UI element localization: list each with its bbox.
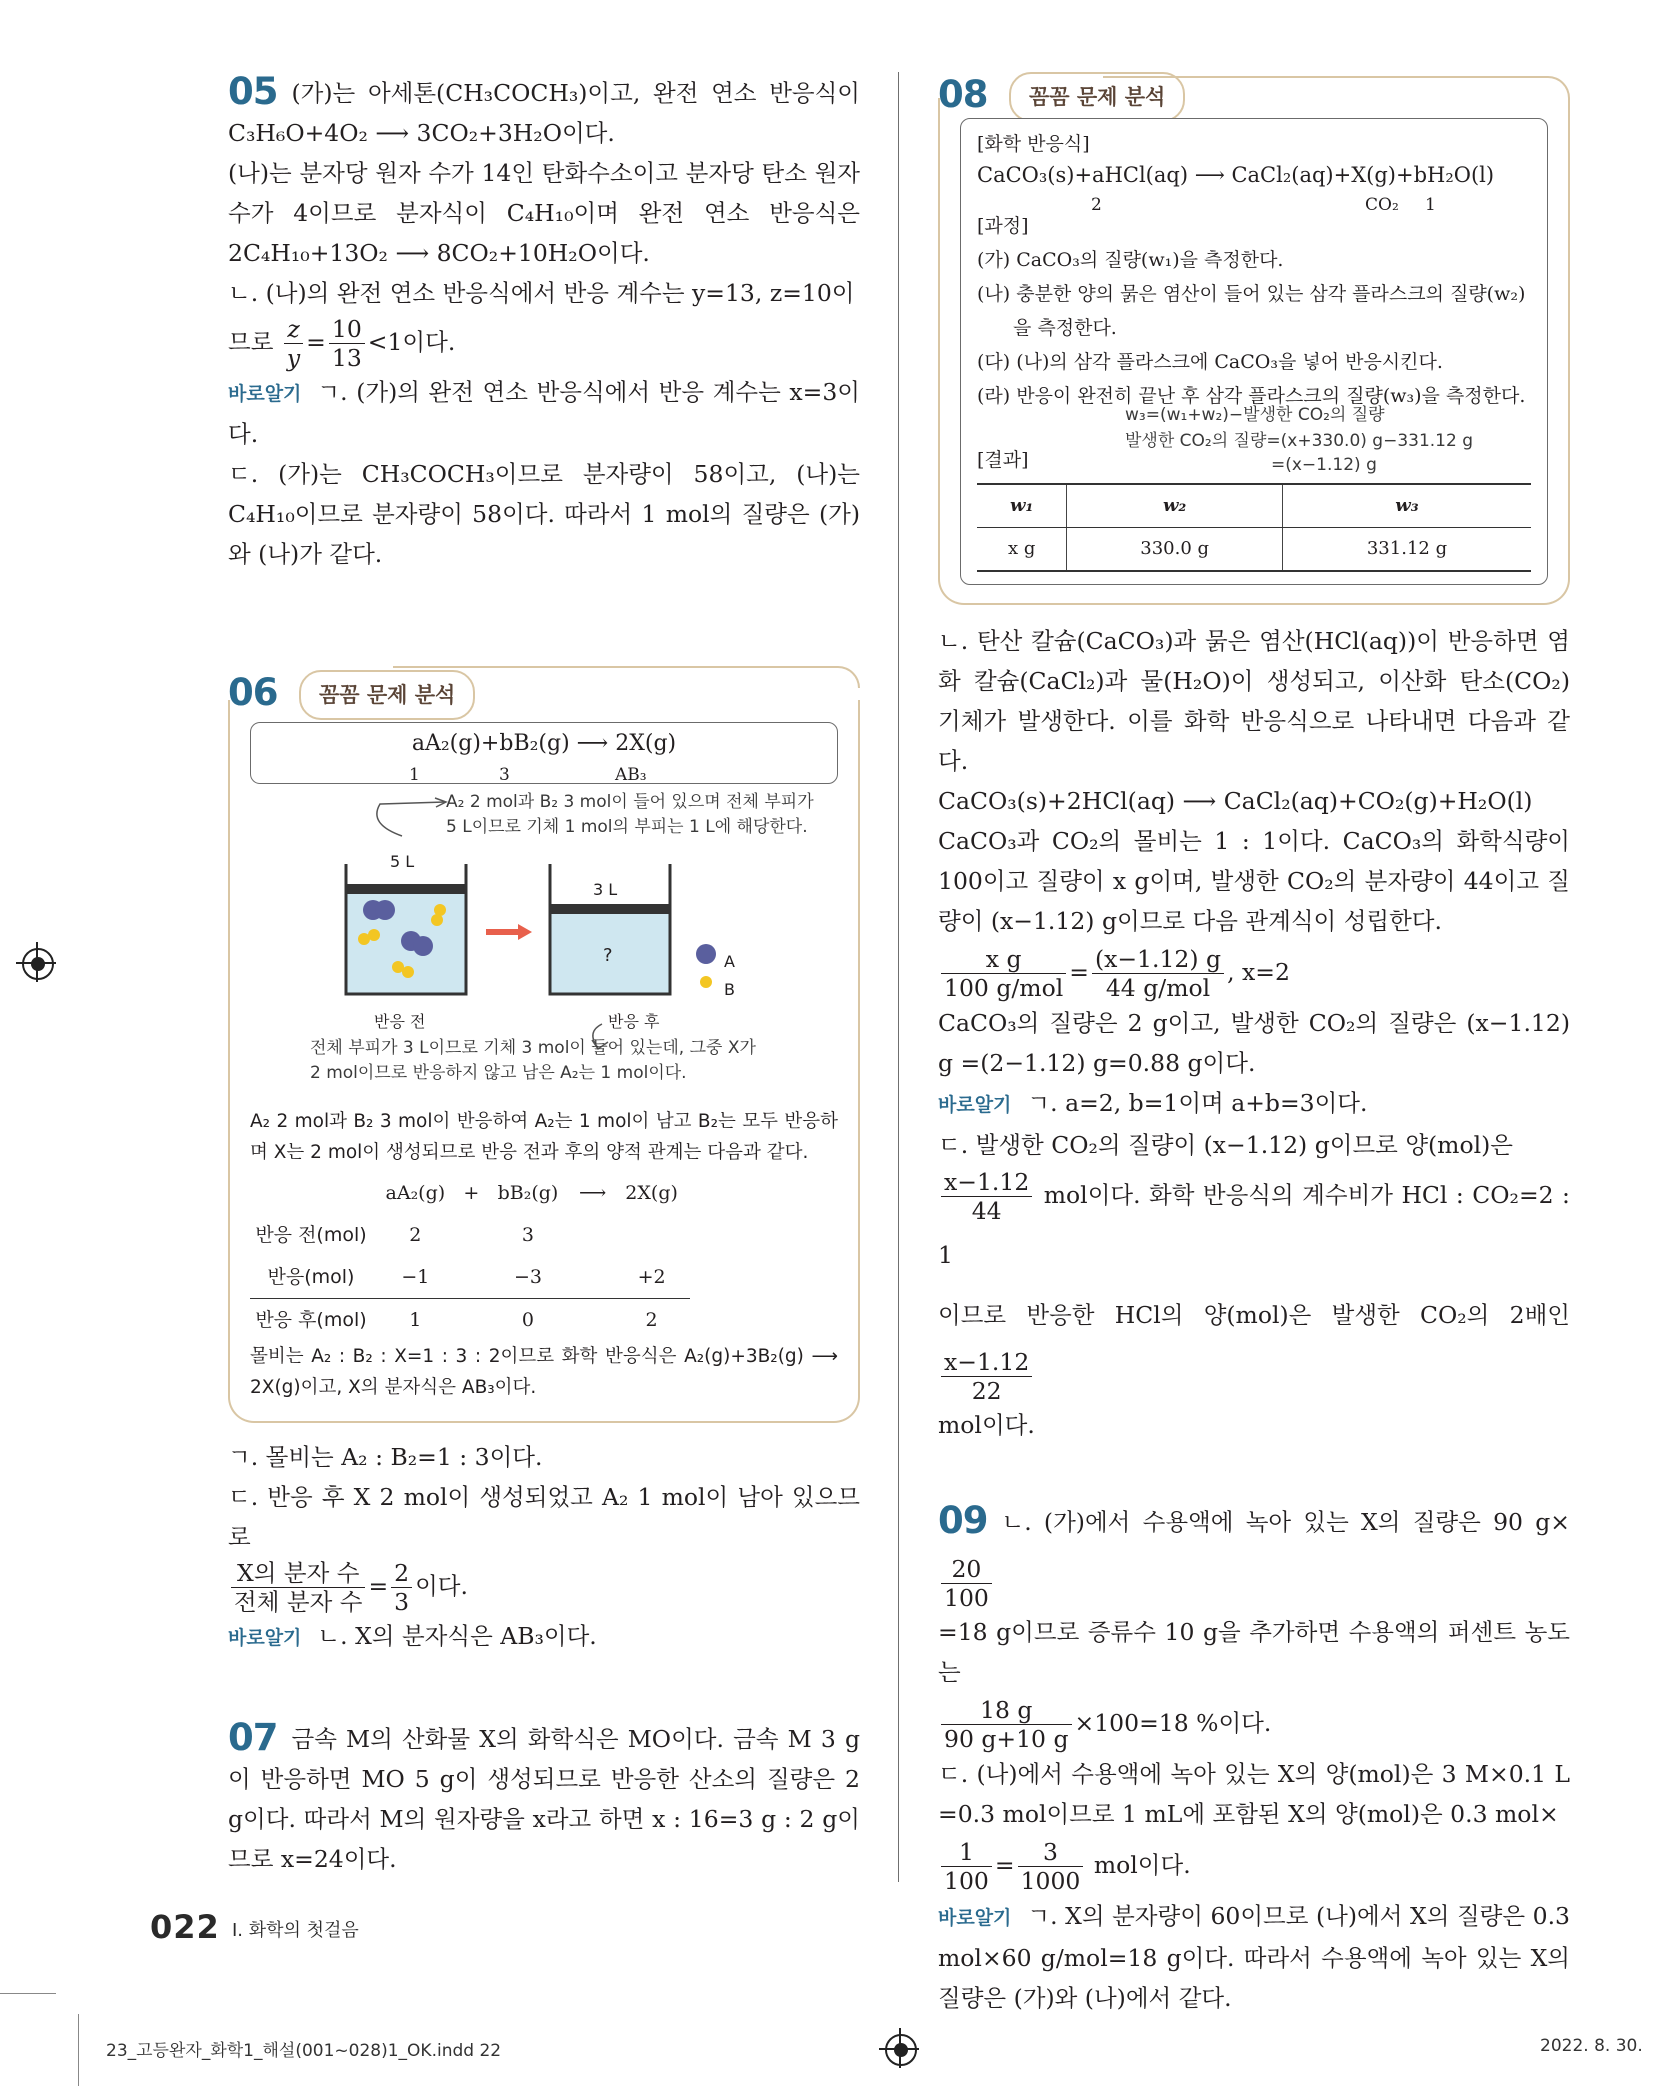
q08-equation: CaCO₃(s)+2HCl(aq) ⟶ CaCl₂(aq)+CO₂(g)+H₂O(l) <box>938 787 1533 815</box>
label-before: 반응 전 <box>374 1012 426 1031</box>
question-09: 09 ㄴ. (가)에서 수용액에 녹아 있는 X의 질량은 90 g× $\frac{20}{100}$ =18 g이므로 증류수 10 g을 추가하면 수용액의 퍼센트 농도는 $\frac{18 g}{90 g+10 g}$ ×100=18 %이다. ㄷ. (나)에서 수용액에 녹아 있는 X의 양(mol)은 3 M×0.1 L =0.3 mol이므로 1 mL에 포함된 X의 양(mol)은 0.3 mol× $\frac{1}{100}$ = $\frac{3}{1000}$ mol이다. 바로알기 ㄱ. X의 분자량이 60이므로 (나)에서 X의 질량은 0.3 mol×60 g/mol=18 g이다. 따라서 수용액에 녹아 있는 X의 질량은 (가)와 (나)에서 같다. <box>938 1499 1570 2012</box>
step: (가) CaCO₃의 질량(w₁)을 측정한다. <box>977 249 1284 271</box>
registration-mark-icon <box>885 2034 917 2066</box>
legend-a: A <box>724 952 735 971</box>
right-column <box>938 72 1570 2018</box>
annotation-after: 전체 부피가 3 L이므로 기체 3 mol이 들어 있는데, 그중 X가 2 mol이므로 반응하지 않고 남은 A₂는 1 mol이다. <box>310 1038 756 1083</box>
legend-b-icon <box>700 976 712 988</box>
fraction: $\frac{20}{100}$ <box>941 1555 992 1612</box>
table-row: aA₂(g) + bB₂(g) ⟶ 2X(g) <box>385 1182 678 1204</box>
q05-text-2: (나)는 분자당 원자 수가 14인 탄화수소이고 분자당 탄소 원자 수가 4이므로 분자식이 C₄H₁₀이며 완전 연소 반응식은 2C₄H₁₀+13O₂ ⟶ 8CO₂+10H₂O이다. <box>228 159 860 267</box>
volume-before: 5 L <box>390 852 415 871</box>
step: (나) 충분한 양의 묽은 염산이 들어 있는 삼각 플라스크의 질량(w₂)을 측정한다. <box>977 283 1526 339</box>
fraction: $\frac{3}{1000}$ <box>1018 1838 1084 1895</box>
fraction: $\frac{18 g}{90 g+10 g}$ <box>941 1696 1072 1753</box>
q05-text-3: ㄴ. (나)의 완전 연소 반응식에서 반응 계수는 y=13, z=10이 <box>228 279 855 307</box>
analysis-header: 꼼꼼 문제 분석 <box>1009 72 1185 122</box>
table-row: 반응 전(mol) 2 3 <box>255 1224 535 1246</box>
question-number: 08 <box>938 72 988 116</box>
annotation-w3: w₃=(w₁+w₂)−발생한 CO₂의 질량 <box>1125 405 1385 425</box>
q09-text-2: =18 g이므로 증류수 10 g을 추가하면 수용액의 퍼센트 농도는 <box>938 1618 1570 1686</box>
experiment-box: [화학 반응식] CaCO₃(s)+aHCl(aq) ⟶ CaCl₂(aq)+X(g)+bH₂O(l) 2 CO₂ 1 [과정] (가) CaCO₃의 질량(w₁)을 측정한다. (나) 충분한 양의 묽은 염산이 들어 있는 삼각 플라스크의 질량(w₂)을 측정한다. (다) (나)의 삼각 플라스크에 CaCO₃을 넣어 반응시킨다. (라) 반응이 완전히 끝난 후 삼각 플라스크의 질량(w₃)을 측정한다. w₃=(w₁+w₂)−발생한 CO₂의 질량 발생한 CO₂의 질량=(x+330.0) g−331.12 g =(x−1.12) g [결과] w₁ w₂ w₃ x g 330.0 g 331.12 g <box>960 118 1548 585</box>
analysis-box <box>228 700 860 1423</box>
reaction-equation: CaCO₃(s)+aHCl(aq) ⟶ CaCl₂(aq)+X(g)+bH₂O(l) <box>977 163 1495 187</box>
stoichiometry-table <box>250 1172 690 1341</box>
q08-text-8: mol이다. <box>938 1411 1035 1439</box>
annotation-co2: 발생한 CO₂의 질량=(x+330.0) g−331.12 g <box>1125 431 1474 451</box>
fraction: $\frac{\text{X의 분자 수}}{\text{전체 분자 수}}$ <box>231 1559 365 1616</box>
q08-text-1: ㄴ. 탄산 칼슘(CaCO₃)과 묽은 염산(HCl(aq))이 반응하면 염화 칼슘(CaCl₂)과 물(H₂O)이 생성되고, 이산화 탄소(CO₂) 기체가 발생한다. 이를 화학 반응식으로 나타내면 다음과 같다. <box>938 627 1570 775</box>
question-06: 06 꼼꼼 문제 분석 aA₂(g)+bB₂(g) ⟶ 2X(g) 1 3 AB₃ A₂ 2 mol과 B₂ 3 mol이 들어 있으며 전체 부피가 5 L이므로 기체 1 mol의 부피는 1 L에 해당한다. 5 L 3 L ? A B 반응 전 반응 후 전체 부피가 3 L이므로 기체 3 mol이 들어 있는데, 그중 X가 2 mol이므로 반응하지 않고 남은 A₂는 1 mol이다. A₂ 2 mol과 B₂ 3 mol이 반응하여 A₂는 1 mol이 남고 B₂는 모두 반응하며 X는 2 mol이 생성되므로 반응 전과 후의 양적 관계는 다음과 같다. aA₂(g) + bB₂(g) ⟶ 2X(g) 반응 전(mol) 2 3 반응(mol) −1 −3 +2 반응 후(mol) 1 0 2 몰비는 A₂ : B₂ : X=1 : 3 : 2이므로 화학 반응식은 A₂(g)+3B₂(g) ⟶ 2X(g)이고, X의 분자식은 AB₃이다. ㄱ. 몰비는 A₂ : B₂=1 : 3이다. ㄷ. 반응 후 X 2 mol이 생성되었고 A₂ 1 mol이 남아 있으므로 $\frac{\text{X의 분자 수}}{\text{전체 분자 수}}$ = $\frac{2}{3}$ 이다. 바로알기 ㄴ. X의 분자식은 AB₃이다. <box>228 670 860 1658</box>
legend-b: B <box>724 980 735 999</box>
fraction: $\frac{10}{13}$ <box>329 315 365 372</box>
column-divider <box>898 72 899 1882</box>
section-title: Ⅰ. 화학의 첫걸음 <box>232 1920 359 1941</box>
unknown-mark: ? <box>603 945 613 966</box>
print-date: 2022. 8. 30. <box>1540 2036 1643 2056</box>
legend-a-icon <box>696 944 716 964</box>
q05-text-1: (가)는 아세톤(CH₃COCH₃)이고, 완전 연소 반응식이 C₃H₆O+4O₂ ⟶ 3CO₂+3H₂O이다. <box>228 79 860 147</box>
wrong-answer-label: 바로알기 <box>938 1094 1012 1116</box>
table-row: w₁ w₂ w₃ <box>977 484 1531 528</box>
wrong-answer-label: 바로알기 <box>228 383 302 405</box>
question-number: 05 <box>228 70 278 113</box>
fraction: $\frac{2}{3}$ <box>391 1559 412 1616</box>
question-05: 05 (가)는 아세톤(CH₃COCH₃)이고, 완전 연소 반응식이 C₃H₆O+4O₂ ⟶ 3CO₂+3H₂O이다. (나)는 분자당 원자 수가 14인 탄화수소이고 분자당 탄소 원자 수가 4이므로 분자식이 C₄H₁₀이며 완전 연소 반응식은 2C₄H₁₀+13O₂ ⟶ 8CO₂+10H₂O이다. ㄴ. (나)의 완전 연소 반응식에서 반응 계수는 y=13, z=10이 므로 $\frac{z}{y}$ = $\frac{10}{13}$ <1이다. 바로알기 ㄱ. (가)의 완전 연소 반응식에서 반응 계수는 x=3이다. ㄷ. (가)는 CH₃COCH₃이므로 분자량이 58이고, (나)는 C₄H₁₀이므로 분자량이 58이다. 따라서 1 mol의 질량은 (가)와 (나)가 같다. <box>228 72 860 574</box>
label-after: 반응 후 <box>608 1012 660 1031</box>
analysis-header: 꼼꼼 문제 분석 <box>299 670 475 720</box>
q08-text-3: CaCO₃과 CO₂의 몰비는 1 : 1이다. CaCO₃의 화학식량이 100이고 질량이 x g이며, 발생한 CO₂의 분자량이 44이고 질량이 (x−1.12) g이므로 다음 관계식이 성립한다. <box>938 827 1570 935</box>
table-row: x g 330.0 g 331.12 g <box>977 528 1531 572</box>
volume-after: 3 L <box>593 880 618 899</box>
q09-text-4: ㄷ. (나)에서 수용액에 녹아 있는 X의 양(mol)은 3 M×0.1 L =0.3 mol이므로 1 mL에 포함된 X의 양(mol)은 0.3 mol× <box>938 1760 1570 1828</box>
left-column <box>228 72 860 1879</box>
fraction: $\frac{z}{y}$ <box>284 315 303 372</box>
q08-text-4: CaCO₃의 질량은 2 g이고, 발생한 CO₂의 질량은 (x−1.12) g =(2−1.12) g=0.88 g이다. <box>938 1009 1570 1077</box>
fraction: $\frac{(x-1.12) g}{\text{44 g/mol}}$ <box>1092 945 1224 1002</box>
crop-mark <box>0 1993 56 1994</box>
question-number: 06 <box>228 670 278 714</box>
wrong-answer-label: 바로알기 <box>938 1907 1012 1929</box>
result-table <box>977 483 1531 572</box>
annotation-co2-result: =(x−1.12) g <box>1271 455 1377 475</box>
table-row: 반응 후(mol) 1 0 2 <box>255 1309 658 1331</box>
fraction: $\frac{\text{x g}}{\text{100 g/mol}}$ <box>941 945 1066 1002</box>
step: (라) 반응이 완전히 끝난 후 삼각 플라스크의 질량(w₃)을 측정한다. <box>977 385 1526 407</box>
fraction: $\frac{x-1.12}{44}$ <box>941 1168 1032 1225</box>
file-info: 23_고등완자_화학1_해설(001~028)1_OK.indd 22 <box>106 2041 502 2061</box>
crop-mark <box>78 2014 79 2086</box>
particle-a <box>363 900 395 920</box>
question-number: 07 <box>228 1716 278 1759</box>
question-08: 08 꼼꼼 문제 분석 [화학 반응식] CaCO₃(s)+aHCl(aq) ⟶ CaCl₂(aq)+X(g)+bH₂O(l) 2 CO₂ 1 [과정] (가) CaCO₃의 질량(w₁)을 측정한다. (나) 충분한 양의 묽은 염산이 들어 있는 삼각 플라스크의 질량(w₂)을 측정한다. (다) (나)의 삼각 플라스크에 CaCO₃을 넣어 반응시킨다. (라) 반응이 완전히 끝난 후 삼각 플라스크의 질량(w₃)을 측정한다. w₃=(w₁+w₂)−발생한 CO₂의 질량 발생한 CO₂의 질량=(x+330.0) g−331.12 g =(x−1.12) g [결과] w₁ w₂ w₃ x g 330.0 g 331.12 g ㄴ. 탄산 칼슘(CaCO₃)과 묽은 염산(HCl(aq))이 반응하면 염화 칼슘(CaCl₂)과 물(H₂O)이 생성되고, 이산화 탄소(CO₂) 기체가 발생한다. 이를 화학 반응식으로 나타내면 다음과 같다. CaCO₃(s)+2HCl(aq) ⟶ CaCl₂(aq)+CO₂(g)+H₂O(l) CaCO₃과 CO₂의 몰비는 1 : 1이다. CaCO₃의 화학식량이 100이고 질량이 x g이며, 발생한 CO₂의 분자량이 44이고 질량이 (x−1.12) g이므로 다음 관계식이 성립한다. $\frac{\text{x g}}{\text{100 g/mol}}$ = $\frac{(x-1.12) g}{\text{44 g/mol}}$ , x=2 CaCO₃의 질량은 2 g이고, 발생한 CO₂의 질량은 (x−1.12) g =(2−1.12) g=0.88 g이다. 바로알기 ㄱ. a=2, b=1이며 a+b=3이다. ㄷ. 발생한 CO₂의 질량이 (x−1.12) g이므로 양(mol)은 $\frac{x-1.12}{44}$ mol이다. 화학 반응식의 계수비가 HCl : CO₂=2 : 1 이므로 반응한 HCl의 양(mol)은 발생한 CO₂의 2배인 $\frac{x-1.12}{22}$ mol이다. <box>938 72 1570 1445</box>
registration-mark-icon <box>22 948 54 980</box>
table-row: 반응(mol) −1 −3 +2 <box>250 1256 690 1299</box>
q08-text-5: ㄷ. 발생한 CO₂의 질량이 (x−1.12) g이므로 양(mol)은 <box>938 1131 1514 1159</box>
fraction: $\frac{1}{100}$ <box>941 1838 992 1895</box>
q05-text-5: ㄷ. (가)는 CH₃COCH₃이므로 분자량이 58이고, (나)는 C₄H₁₀이므로 분자량이 58이다. 따라서 1 mol의 질량은 (가)와 (나)가 같다. <box>228 460 860 568</box>
wrong-answer-label: 바로알기 <box>228 1627 302 1649</box>
q06-text-2: ㄷ. 반응 후 X 2 mol이 생성되었고 A₂ 1 mol이 남아 있으므로 <box>228 1483 860 1551</box>
annotation-before: A₂ 2 mol과 B₂ 3 mol이 들어 있으며 전체 부피가 5 L이므로 기체 1 mol의 부피는 1 L에 해당한다. <box>446 792 814 837</box>
reaction-equation-box: aA₂(g)+bB₂(g) ⟶ 2X(g) 1 3 AB₃ <box>250 722 838 784</box>
reaction-diagram <box>250 784 838 1106</box>
q06-ratio: 몰비는 A₂ : B₂ : X=1 : 3 : 2이므로 화학 반응식은 A₂(g)+3B₂(g) ⟶ 2X(g)이고, X의 분자식은 AB₃이다. <box>250 1346 838 1398</box>
question-07: 07 금속 M의 산화물 X의 화학식은 MO이다. 금속 M 3 g이 반응하면 MO 5 g이 생성되므로 반응한 산소의 질량은 2 g이다. 따라서 M의 원자량을 x라고 하면 x : 16=3 g : 2 g이므로 x=24이다. <box>228 1716 860 1873</box>
q06-text-1: ㄱ. 몰비는 A₂ : B₂=1 : 3이다. <box>228 1443 543 1471</box>
step: (다) (나)의 삼각 플라스크에 CaCO₃을 넣어 반응시킨다. <box>977 351 1443 373</box>
page-number: 022 <box>150 1908 220 1946</box>
analysis-box <box>938 98 1570 605</box>
question-number: 09 <box>938 1499 988 1542</box>
fraction: $\frac{x-1.12}{22}$ <box>941 1348 1032 1405</box>
q06-explanation: A₂ 2 mol과 B₂ 3 mol이 반응하여 A₂는 1 mol이 남고 B₂는 모두 반응하며 X는 2 mol이 생성되므로 반응 전과 후의 양적 관계는 다음과 같다. <box>250 1111 838 1163</box>
